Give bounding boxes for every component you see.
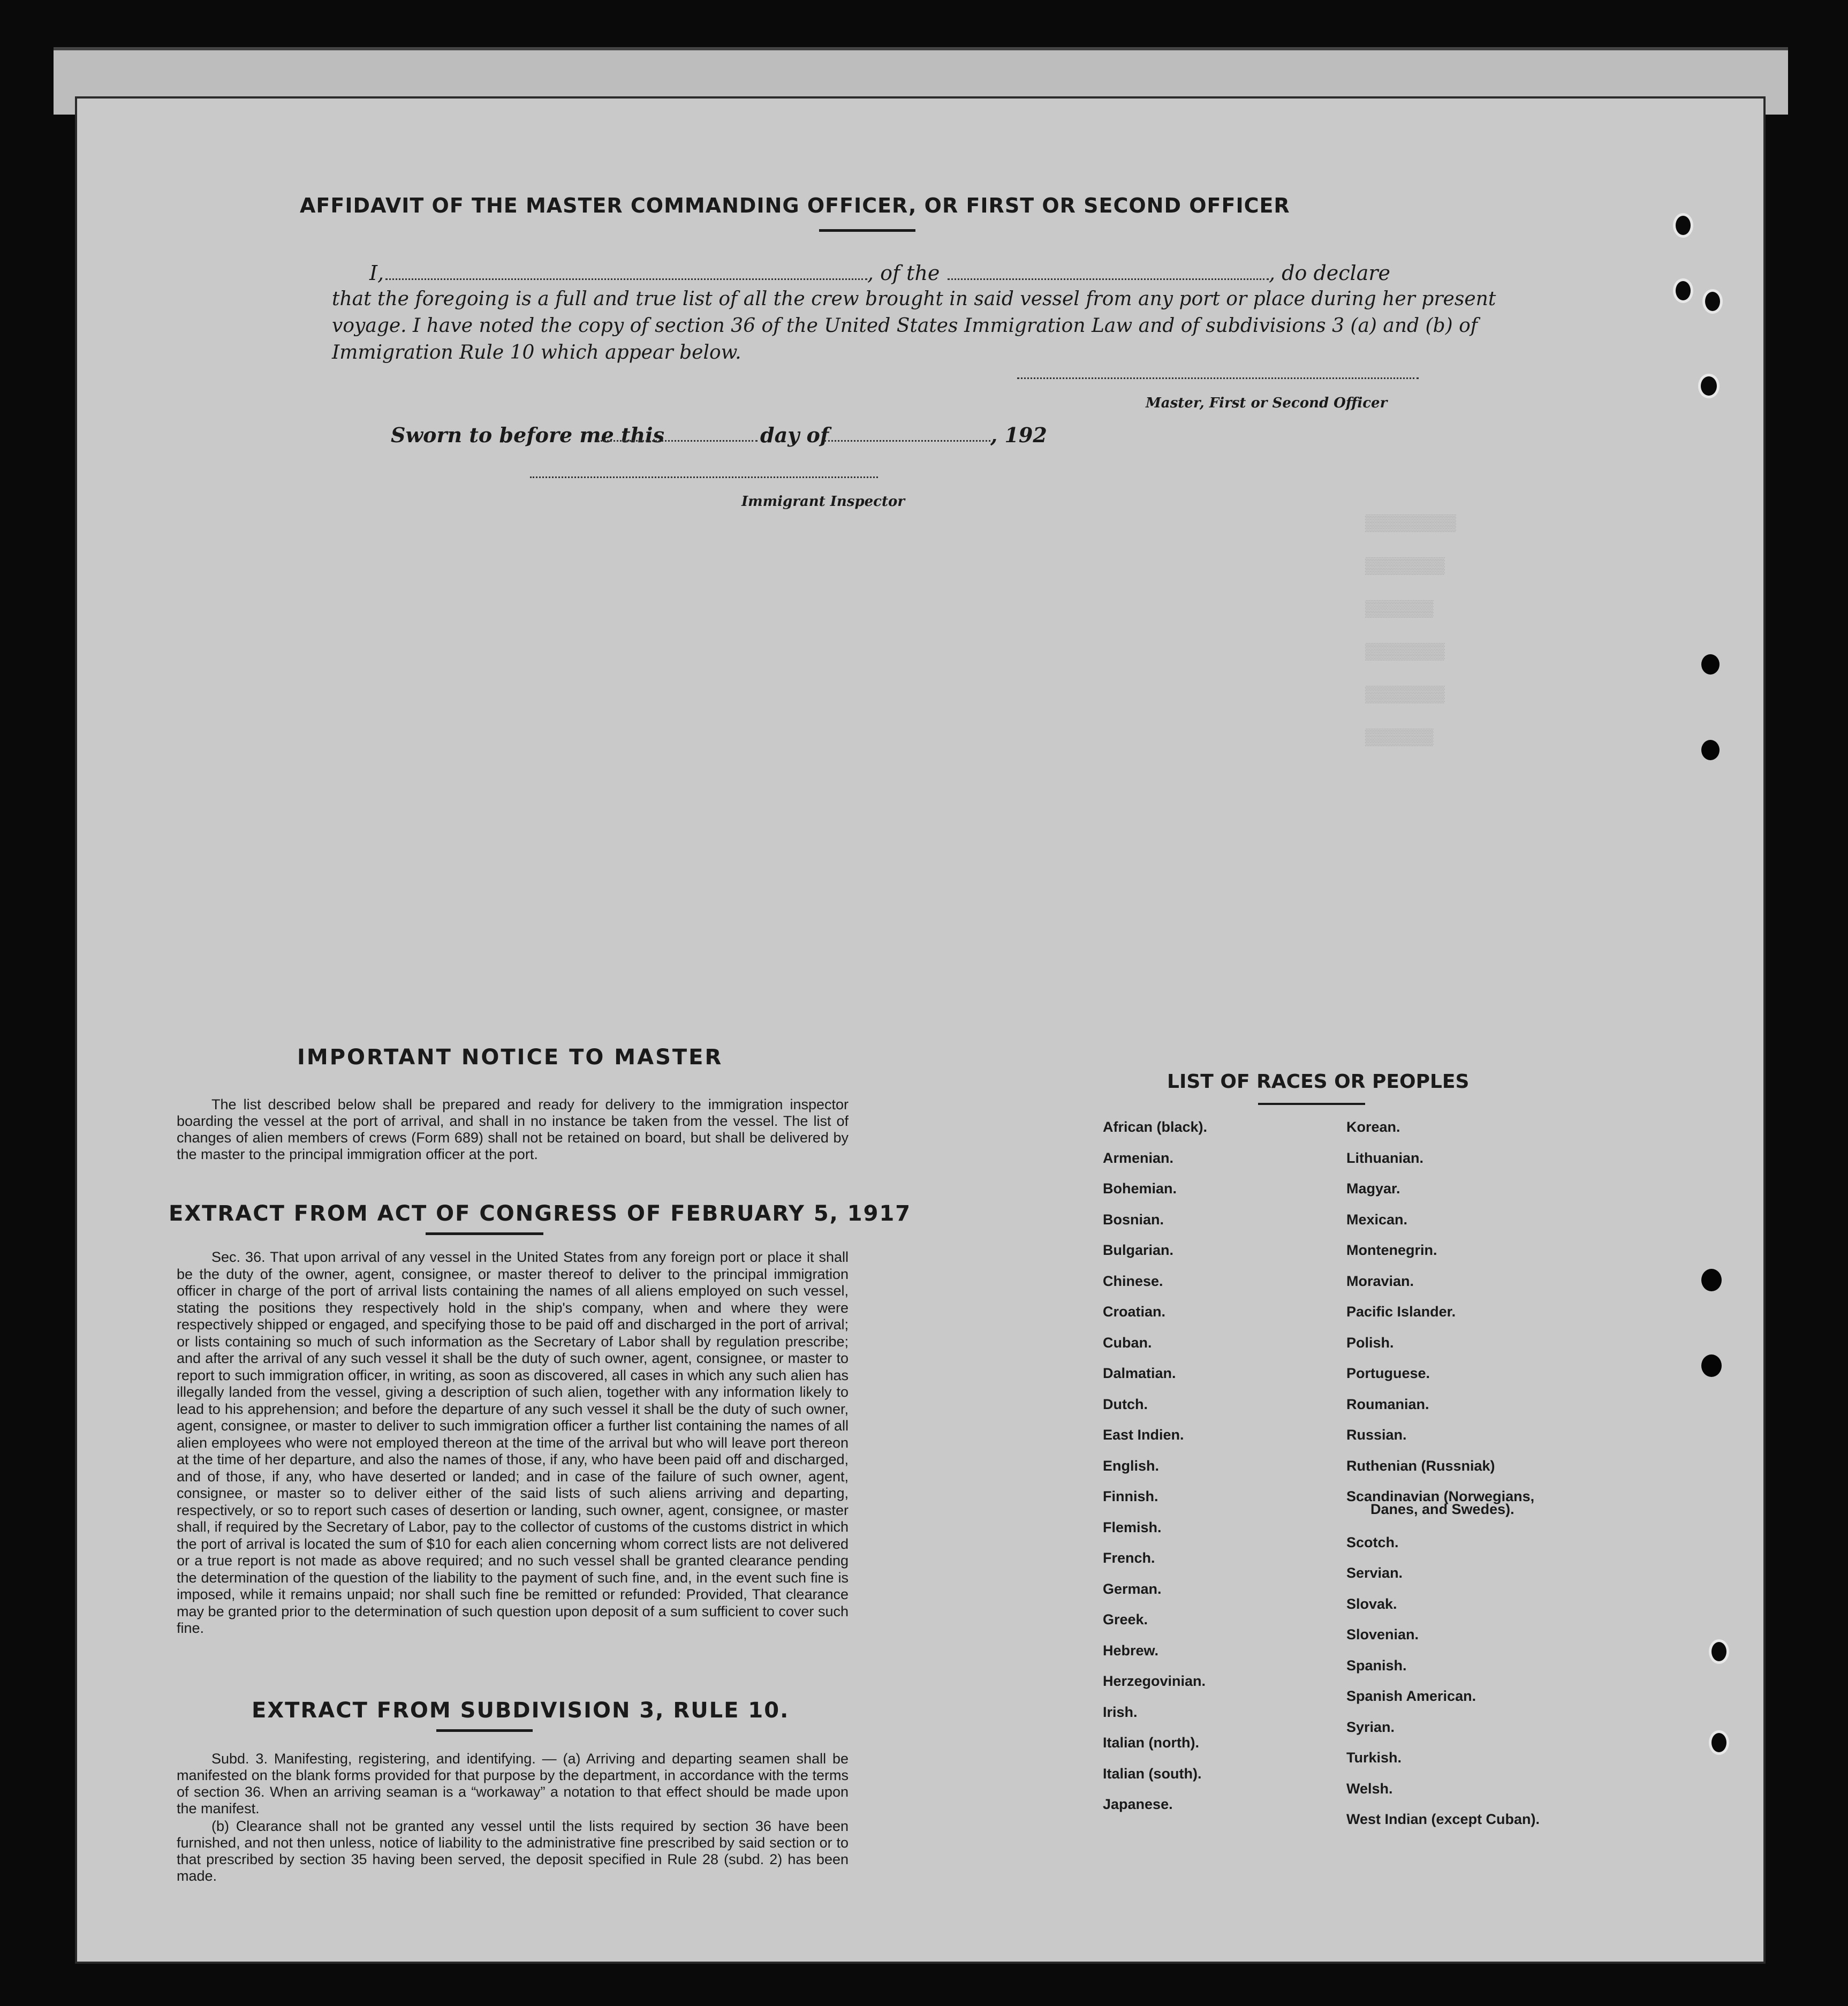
race-item: Turkish. [1346,1750,1402,1766]
master-signature-blank [1017,377,1419,379]
race-item: Bulgarian. [1103,1242,1174,1258]
bleed-through-text: ▒▒▒▒▒▒▒ [1365,685,1445,703]
race-item: Syrian. [1346,1719,1395,1735]
race-item: Bohemian. [1103,1180,1177,1197]
notice-title: IMPORTANT NOTICE TO MASTER [297,1045,723,1070]
bleed-through-text: ▒▒▒▒▒▒ [1365,600,1434,617]
race-item: German. [1103,1580,1162,1597]
race-item: Spanish American. [1346,1688,1476,1704]
vessel-blank [948,278,1269,280]
act-title-rule [426,1232,543,1235]
title-rule [819,229,915,232]
races-title: LIST OF RACES OR PEOPLES [1167,1071,1470,1093]
punch-hole [1709,1730,1729,1755]
race-item: Slovak. [1346,1595,1397,1612]
day-blank [597,440,758,442]
race-item: West Indian (except Cuban). [1346,1811,1540,1827]
race-item: Finnish. [1103,1488,1158,1504]
race-item: Slovenian. [1346,1626,1419,1642]
act-text: Sec. 36. That upon arrival of any vessel in the United States from any foreign port or place it shall be the duty of the owner, agent, consignee, or master thereof to deliver to the principal immigration officer in charge of the port of arrival lists containing the names of all aliens employed on such vessel, stating the positions they respectively hold in the ship's company, when and where they were respectively shipped or engaged, and specifying those to be paid off and discharged in the port of arrival; or lists containing so much of such information as the Secretary of Labor shall by regulation prescribe; and after the arrival of any such vessel it shall be the duty of such owner, agent, consignee, or master to report to such immigration officer, in writing, as soon as discovered, all cases in which any such alien has illegally landed from the vessel, giving a description of such alien, together with any information likely to lead to his apprehension; and before the departure of any such vessel it shall be the duty of such owner, agent, consignee, or master to deliver to such immigration officer a further list containing the names of all alien employees who were not employed thereon at the time of the arrival but who will leave port thereon at the time of her departure, and also the names of those, if any, who have been paid off and discharged, and of those, if any, who have deserted or landed; and in case of the failure of such owner, agent, consignee, or master so to deliver either of the said lists of such aliens arriving and departing, respectively, or so to report such cases of desertion or landing, such owner, agent, consignee, or master shall, if required by the Secretary of Labor, pay to the collector of customs of the customs district in which the port of arrival is located the sum of $10 for each alien concerning whom correct lists are not delivered or a true report is not made as above required; and no such vessel shall be granted clearance pending the determination of the question of the liability to the payment of such fine, and, in the event such fine is imposed, while it remains unpaid; nor shall such fine be remitted or refunded: Provided, That clearance may be granted prior to the determination of such question upon deposit of a sum sufficient to cover such fine. [177,1249,849,1636]
race-item: East Indien. [1103,1427,1184,1443]
master-label: Master, First or Second Officer [1146,395,1388,411]
race-item: Ruthenian (Russniak) [1346,1457,1495,1474]
race-item: Dalmatian. [1103,1365,1176,1381]
bleed-through-text: ▒▒▒▒▒▒ [1365,728,1434,746]
race-item: Welsh. [1346,1780,1393,1797]
bleed-through-text: ▒▒▒▒▒▒▒▒ [1365,514,1457,532]
race-item: English. [1103,1457,1160,1474]
race-item: Herzegovinian. [1103,1673,1206,1689]
sworn-label: Sworn to before me this [391,423,664,447]
subdivision-title: EXTRACT FROM SUBDIVISION 3, RULE 10. [252,1698,790,1723]
punch-hole [1698,374,1720,398]
affidavit-line-4: Immigration Rule 10 which appear below. [332,342,741,364]
race-item: Moravian. [1346,1273,1414,1289]
race-item: Magyar. [1346,1180,1400,1197]
affidavit-title: AFFIDAVIT OF THE MASTER COMMANDING OFFICER, OR FIRST OR SECOND OFFICER [300,194,1290,217]
race-item: Scotch. [1346,1534,1399,1550]
race-item: Scandinavian (Norwegians, [1346,1488,1535,1504]
race-item: Pacific Islander. [1346,1304,1456,1320]
punch-hole [1701,1269,1722,1291]
race-item: Mexican. [1346,1211,1408,1228]
race-item: Hebrew. [1103,1642,1159,1659]
punch-hole [1702,289,1723,314]
race-item-continuation: Danes, and Swedes). [1370,1501,1514,1517]
punch-hole [1673,213,1693,238]
race-item: Polish. [1346,1334,1394,1351]
affidavit-of-the: , of the [867,261,940,285]
document-page [75,96,1766,1964]
race-item: Chinese. [1103,1273,1163,1289]
race-item: African (black). [1103,1119,1208,1135]
race-item: Greek. [1103,1611,1148,1627]
subdivision-title-rule [436,1729,533,1732]
race-item: Spanish. [1346,1657,1407,1674]
race-item: Russian. [1346,1427,1407,1443]
race-item: Flemish. [1103,1519,1162,1535]
race-item: Portuguese. [1346,1365,1430,1381]
punch-hole [1701,740,1720,760]
day-of-label: day of [760,423,829,447]
subdivision-text-b: (b) Clearance shall not be granted any vessel until the lists required by section 36 have been furnished, and not then unless, notice of liability to the administrative fine prescribed by said section or to that prescribed by section 35 having been served, the deposit specified in Rule 28 (subd. 2) has been made. [177,1818,849,1884]
race-item: Armenian. [1103,1149,1174,1166]
race-item: Irish. [1103,1704,1138,1720]
race-item: Lithuanian. [1346,1149,1423,1166]
bleed-through-text: ▒▒▒▒▒▒▒ [1365,642,1445,660]
race-item: Dutch. [1103,1396,1148,1412]
race-item: Korean. [1346,1119,1400,1135]
inspector-signature-blank [530,476,878,478]
affidavit-declare: , do declare [1269,261,1390,285]
race-item: Italian (south). [1103,1765,1202,1782]
subdivision-text-a: Subd. 3. Manifesting, registering, and identifying. — (a) Arriving and departing seamen shall be manifested on the blank forms provided for that purpose by the department, in accordance with the terms of section 36. When an arriving seaman is a “workaway” a notation to that effect should be made upon the manifest. [177,1751,849,1816]
affidavit-i: I, [369,261,384,285]
year-label: , 192 [990,423,1047,447]
name-blank [385,278,867,280]
punch-hole [1701,1354,1722,1377]
affidavit-line-2: that the foregoing is a full and true list of all the crew brought in said vessel from any port or place during her present [332,288,1496,310]
affidavit-line-3: voyage. I have noted the copy of section 36 of the United States Immigration Law and of subdivisions 3 (a) and (b) of [332,315,1478,337]
race-item: Cuban. [1103,1334,1152,1351]
inspector-label: Immigrant Inspector [741,494,905,510]
bleed-through-text: ▒▒▒▒▒▒▒ [1365,557,1445,574]
race-item: Servian. [1346,1565,1403,1581]
act-title: EXTRACT FROM ACT OF CONGRESS OF FEBRUARY 5, 1917 [169,1201,912,1226]
punch-hole [1709,1639,1729,1664]
race-item: Japanese. [1103,1796,1173,1812]
race-item: Italian (north). [1103,1735,1199,1751]
punch-hole [1673,278,1693,303]
race-item: Bosnian. [1103,1211,1164,1228]
notice-text: The list described below shall be prepared and ready for delivery to the immigration inspector boarding the vessel at the port of arrival, and shall in no instance be taken from the vessel. The list of changes of alien members of crews (Form 689) shall not be retained on board, but shall be delivered by the master to the principal immigration officer at the port. [177,1096,849,1162]
race-item: French. [1103,1550,1155,1566]
race-item: Roumanian. [1346,1396,1429,1412]
races-title-rule [1258,1103,1365,1105]
month-blank [824,440,990,442]
race-item: Montenegrin. [1346,1242,1437,1258]
punch-hole [1701,654,1720,675]
race-item: Croatian. [1103,1304,1166,1320]
